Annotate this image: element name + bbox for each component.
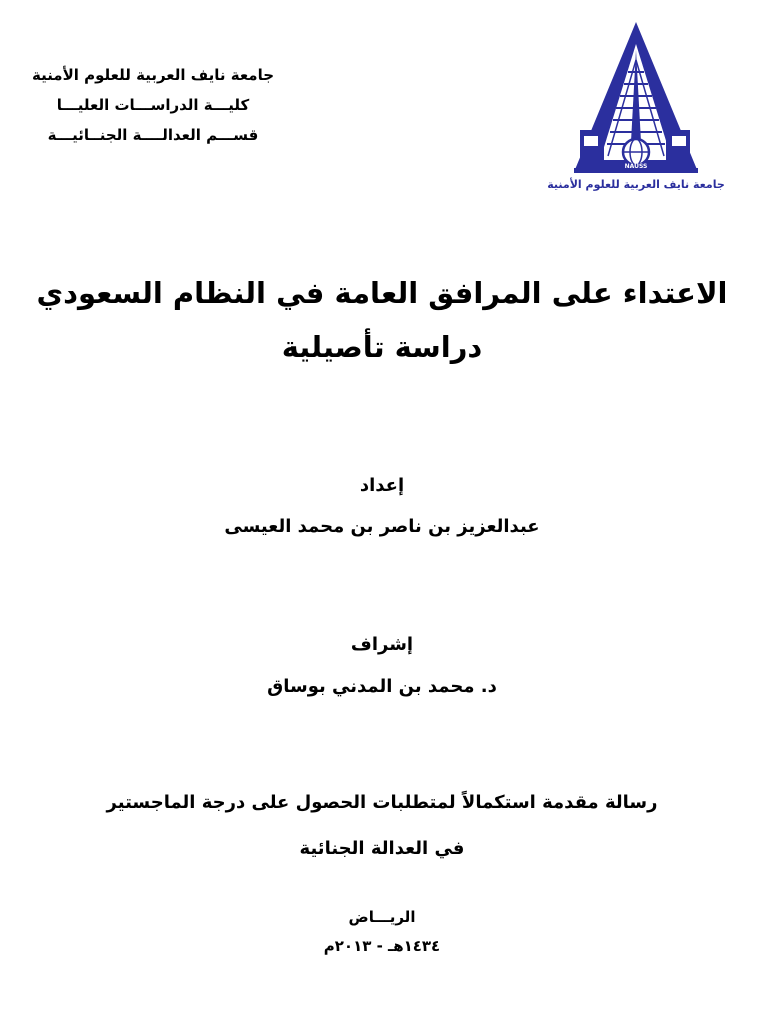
nauss-logo-icon (547, 20, 725, 196)
city: الريـــاض (348, 908, 416, 926)
title-line-1: الاعتداء على المرافق العامة في النظام السعودي (36, 276, 728, 310)
logo-caption: جامعة نايف العربية للعلوم الأمنية (547, 178, 725, 191)
logo-abbr: NAUSS (624, 163, 648, 170)
college-name: كليـــة الدراســـات العليـــا (56, 96, 250, 114)
author-name: عبدالعزيز بن ناصر بن محمد العيسى (224, 516, 540, 537)
institution-header (22, 60, 284, 150)
degree-line-2: في العدالة الجنائية (299, 838, 465, 859)
title-line-2: دراسة تأصيلية (281, 330, 483, 364)
supervision-label: إشراف (350, 634, 414, 655)
date: ١٤٣٤هـ - ٢٠١٣م (323, 937, 441, 955)
university-name: جامعة نايف العربية للعلوم الأمنية (31, 66, 275, 84)
degree-line-1: رسالة مقدمة استكمالاً لمتطلبات الحصول على درجة الماجستير (106, 792, 658, 813)
department-name: قســـم العدالــــة الجنــائيـــة (47, 126, 259, 144)
preparation-label: إعداد (359, 475, 405, 496)
university-logo (547, 20, 725, 196)
supervisor-name: د. محمد بن المدني بوساق (267, 676, 497, 697)
degree-statement (60, 780, 704, 872)
thesis-title (20, 266, 744, 374)
